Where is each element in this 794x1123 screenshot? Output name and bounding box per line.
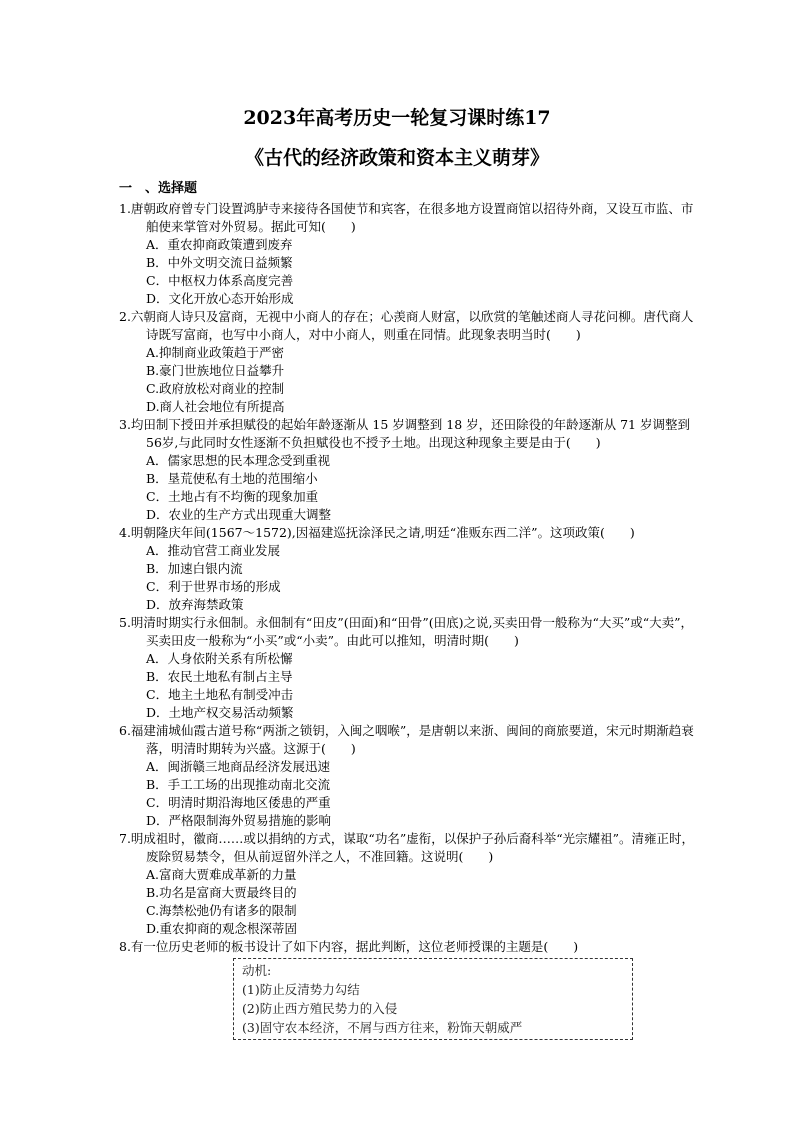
option-d: D．严格限制海外贸易措施的影响 bbox=[146, 813, 332, 828]
question-6 bbox=[119, 722, 699, 830]
option-d: D．文化开放心态开始形成 bbox=[146, 291, 294, 306]
section-heading: 一 、选择题 bbox=[119, 181, 198, 196]
option-d: D．农业的生产方式出现重大调整 bbox=[146, 507, 332, 522]
option-a: A.富商大贾难成革新的力量 bbox=[146, 867, 297, 882]
board-line: (1)防止反清势力勾结 bbox=[242, 982, 360, 997]
question-7 bbox=[119, 830, 699, 938]
option-b: B.豪门世族地位日益攀升 bbox=[146, 363, 285, 378]
option-a: A．重农抑商政策遭到废弃 bbox=[146, 237, 293, 252]
board-line: (3)固守农本经济，不屑与西方往来，粉饰天朝威严 bbox=[242, 1020, 523, 1035]
option-a: A．儒家思想的民本理念受到重视 bbox=[146, 453, 331, 468]
question-4 bbox=[119, 524, 699, 614]
option-c: C．明清时期沿海地区倭患的严重 bbox=[146, 795, 331, 810]
option-b: B．加速白银内流 bbox=[146, 561, 243, 576]
question-stem: 5.明清时期实行永佃制。永佃制有“田皮”(田面)和“田骨”(田底)之说,买卖田骨一般称为“大买”或“大卖”，买卖田皮一般称为“小买”或“小卖”。由此可以推知，明清时期( ) bbox=[119, 615, 694, 648]
question-stem: 2.六朝商人诗只及富商，无视中小商人的存在；心羡商人财富，以欣赏的笔触述商人寻花问柳。唐代商人诗既写富商，也写中小商人，对中小商人，则重在同情。此现象表明当时( ) bbox=[119, 309, 694, 342]
option-c: C．地主土地私有制受冲击 bbox=[146, 687, 294, 702]
board-line: (2)防止西方殖民势力的入侵 bbox=[242, 1001, 398, 1016]
option-b: B．中外文明交流日益频繁 bbox=[146, 255, 293, 270]
option-d: D．放弃海禁政策 bbox=[146, 597, 244, 612]
question-2 bbox=[119, 308, 699, 416]
question-list bbox=[119, 180, 699, 1040]
option-b: B．手工工场的出现推动南北交流 bbox=[146, 777, 331, 792]
page-title: 2023年高考历史一轮复习课时练17 bbox=[243, 107, 551, 129]
question-5 bbox=[119, 614, 699, 722]
question-stem: 4.明朝隆庆年间(1567～1572),因福建巡抚涂泽民之请,明廷“准贩东西二洋”。这项政策( ) bbox=[119, 525, 635, 540]
option-a: A.抑制商业政策趋于严密 bbox=[146, 345, 285, 360]
option-b: B.功名是富商大贾最终目的 bbox=[146, 885, 297, 900]
question-3 bbox=[119, 416, 699, 524]
option-b: B．垦荒使私有土地的范围缩小 bbox=[146, 471, 318, 486]
page-subtitle: 《古代的经济政策和资本主义萌芽》 bbox=[244, 147, 549, 169]
question-stem: 7.明成祖时，徽商……或以捐纳的方式，谋取“功名”虚衔，以保护子孙后裔科举“光宗耀祖”。清雍正时，废除贸易禁令，但从前逗留外洋之人，不准回籍。这说明( ) bbox=[119, 831, 694, 864]
option-c: C.政府放松对商业的控制 bbox=[146, 381, 285, 396]
option-c: C．利于世界市场的形成 bbox=[146, 579, 281, 594]
option-a: A．人身依附关系有所松懈 bbox=[146, 651, 293, 666]
option-b: B．农民土地私有制占主导 bbox=[146, 669, 293, 684]
question-8 bbox=[119, 938, 699, 1040]
option-c: C．中枢权力体系高度完善 bbox=[146, 273, 294, 288]
option-a: A．推动官营工商业发展 bbox=[146, 543, 281, 558]
question-1 bbox=[119, 200, 699, 308]
option-c: C.海禁松弛仍有诸多的限制 bbox=[146, 903, 297, 918]
option-a: A．闽浙赣三地商品经济发展迅速 bbox=[146, 759, 331, 774]
question-stem: 1.唐朝政府曾专门设置鸿胪寺来接待各国使节和宾客，在很多地方设置商馆以招待外商，又设互市监、市舶使来掌管对外贸易。据此可知( ) bbox=[119, 201, 694, 234]
question-stem: 6.福建浦城仙霞古道号称“两浙之锁钥，入闽之咽喉”，是唐朝以来浙、闽间的商旅要道，宋元时期渐趋衰落，明清时期转为兴盛。这源于( ) bbox=[119, 723, 694, 756]
option-d: D.重农抑商的观念根深蒂固 bbox=[146, 921, 298, 936]
question-stem: 3.均田制下授田并承担赋役的起始年龄逐渐从 15 岁调整到 18 岁，还田除役的年龄逐渐从 71 岁调整到 56岁,与此同时女性逐渐不负担赋役也不授予土地。出现这种现象主要是由于( ) bbox=[119, 417, 690, 450]
option-d: D．土地产权交易活动频繁 bbox=[146, 705, 294, 720]
board-heading: 动机: bbox=[242, 963, 272, 978]
question-stem: 8.有一位历史老师的板书设计了如下内容，据此判断，这位老师授课的主题是( ) bbox=[119, 939, 579, 954]
option-c: C．土地占有不均衡的现象加重 bbox=[146, 489, 319, 504]
option-d: D.商人社会地位有所提高 bbox=[146, 399, 285, 414]
blackboard-box bbox=[233, 958, 633, 1040]
